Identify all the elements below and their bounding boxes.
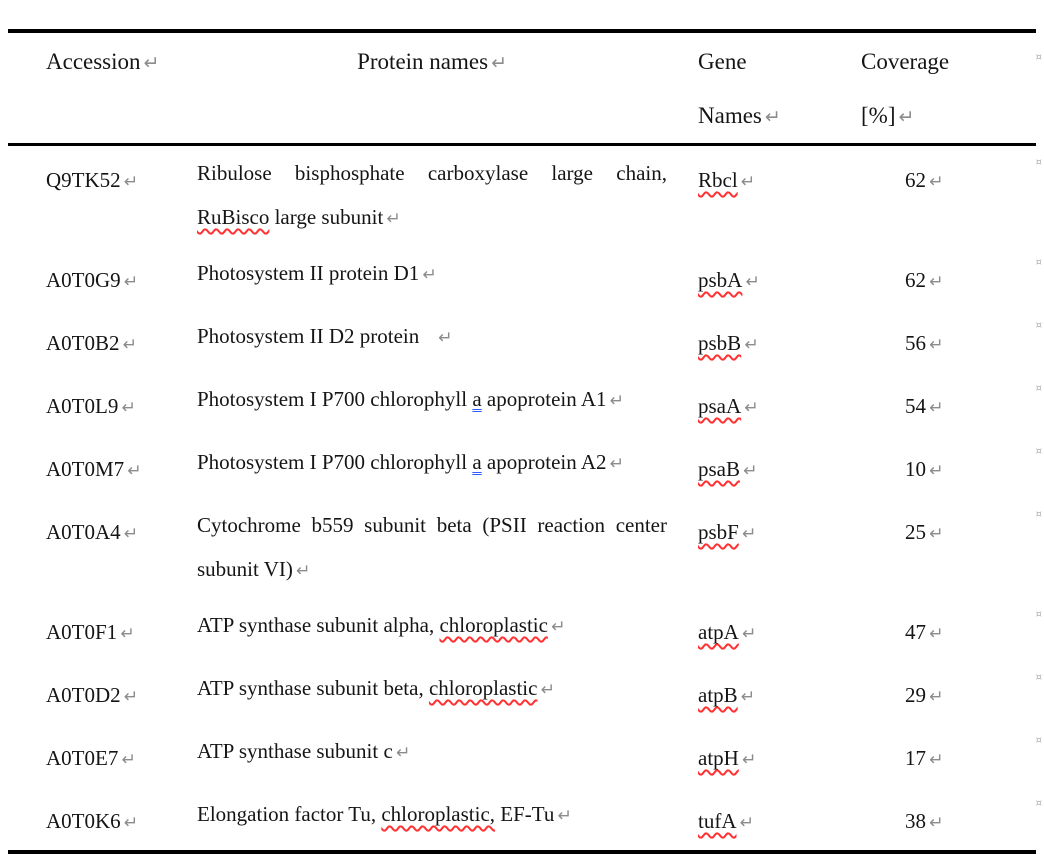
gene-name-value: tufA: [698, 809, 737, 833]
coverage-cell: [838, 314, 1018, 367]
gene-name-value: psbA: [698, 268, 743, 292]
protein-segment: Cytochrome b559 subunit beta (PSII reaction center subunit VI): [197, 513, 667, 581]
gene-name-cell: [675, 666, 838, 719]
coverage-value: 62: [905, 268, 926, 292]
coverage-cell: [838, 440, 1018, 493]
line-break-mark: ↵: [123, 172, 139, 192]
gene-name-value: atpA: [698, 620, 739, 644]
accession-cell: [8, 603, 197, 656]
line-break-mark: ↵: [123, 813, 139, 833]
gene-name-value: psbB: [698, 331, 742, 355]
line-break-mark: ↵: [422, 265, 437, 285]
row-end-mark: ¤: [1035, 509, 1042, 520]
line-break-mark: ↵: [741, 624, 757, 644]
accession-cell: [8, 440, 197, 493]
accession-value: A0T0K6: [46, 809, 121, 833]
row-end-mark: ¤: [1035, 735, 1042, 746]
line-break-mark: ↵: [744, 335, 759, 355]
accession-value: A0T0L9: [46, 394, 119, 418]
table-row: [8, 146, 1042, 246]
gene-name-cell: [675, 151, 838, 241]
table-row: [8, 724, 1042, 787]
line-break-mark: ↵: [744, 398, 759, 418]
coverage-value: 10: [905, 457, 926, 481]
gene-name-cell: [675, 792, 838, 845]
protein-name-cell: [197, 440, 675, 493]
protein-segment: large subunit: [269, 205, 384, 229]
header-gene-line2: Names: [698, 103, 762, 128]
protein-segment: ATP synthase subunit alpha,: [197, 613, 440, 637]
accession-cell: [8, 251, 197, 304]
header-gene-names: [675, 35, 838, 143]
coverage-cell: [838, 377, 1018, 430]
header-protein-names: [197, 35, 675, 143]
protein-name-text: [197, 450, 606, 474]
coverage-cell: [838, 666, 1018, 719]
table-bottom-border: [8, 850, 1036, 854]
protein-segment: Ribulose bisphosphate carboxylase large chain,: [197, 161, 667, 185]
line-break-mark: ↵: [127, 461, 142, 481]
line-break-mark: ↵: [929, 335, 944, 355]
protein-segment: apoprotein A1: [481, 387, 607, 411]
header-gene-line1: Gene: [698, 49, 747, 74]
coverage-value: 62: [905, 168, 926, 192]
header-accession: [8, 35, 197, 143]
row-end-mark: ¤: [1035, 672, 1042, 683]
line-break-mark: ↵: [764, 106, 781, 128]
line-break-mark: ↵: [120, 624, 135, 644]
table-body: [8, 146, 1042, 850]
protein-name-cell: [197, 729, 675, 782]
gene-name-value: Rbcl: [698, 168, 738, 192]
line-break-mark: ↵: [745, 272, 760, 292]
line-break-mark: ↵: [123, 687, 139, 707]
row-end-mark: ¤: [1035, 157, 1042, 168]
line-break-mark: ↵: [121, 750, 136, 770]
protein-segment: Photosystem I P700 chlorophyll: [197, 450, 473, 474]
protein-segment: Elongation factor Tu,: [197, 802, 382, 826]
accession-cell: [8, 792, 197, 845]
gene-name-value: psaB: [698, 457, 740, 481]
protein-name-cell: [197, 377, 675, 430]
protein-name-text: [197, 387, 606, 411]
line-break-mark: ↵: [395, 743, 411, 763]
protein-segment: chloroplastic: [428, 676, 538, 700]
row-end-mark: ¤: [1035, 383, 1042, 394]
accession-cell: [8, 151, 197, 241]
line-break-mark: ↵: [929, 750, 944, 770]
protein-name-text: [197, 802, 554, 826]
coverage-value: 38: [905, 809, 926, 833]
protein-name-cell: [197, 151, 675, 241]
protein-name-text: [197, 676, 537, 700]
protein-segment: chloroplastic,: [381, 802, 496, 826]
coverage-cell: [838, 792, 1018, 845]
line-break-mark: ↵: [739, 813, 754, 833]
coverage-cell: [838, 729, 1018, 782]
protein-name-text: [197, 261, 419, 285]
table-row: [8, 787, 1042, 850]
accession-cell: [8, 729, 197, 782]
accession-value: A0T0D2: [46, 683, 121, 707]
gene-name-cell: [675, 440, 838, 493]
line-break-mark: ↵: [122, 335, 137, 355]
accession-value: A0T0M7: [46, 457, 125, 481]
line-break-mark: ↵: [929, 624, 944, 644]
gene-name-value: atpB: [698, 683, 738, 707]
protein-name-cell: [197, 792, 675, 845]
row-end-mark: ¤: [1035, 609, 1042, 620]
row-end-mark: ¤: [1035, 798, 1042, 809]
accession-value: A0T0G9: [46, 268, 121, 292]
line-break-mark: ↵: [929, 524, 944, 544]
line-break-mark: ↵: [557, 806, 572, 826]
line-break-mark: ↵: [437, 328, 453, 348]
line-break-mark: ↵: [609, 454, 624, 474]
protein-segment: RuBisco: [197, 205, 270, 229]
line-break-mark: ↵: [929, 687, 944, 707]
header-protein-names-label: Protein names: [357, 49, 489, 74]
coverage-value: 56: [905, 331, 926, 355]
protein-segment: apoprotein A2: [481, 450, 607, 474]
coverage-cell: [838, 151, 1018, 241]
protein-segment: a: [472, 450, 482, 474]
gene-name-cell: [675, 603, 838, 656]
line-break-mark: ↵: [491, 52, 507, 74]
accession-cell: [8, 503, 197, 593]
protein-name-cell: [197, 251, 675, 304]
gene-name-cell: [675, 503, 838, 593]
table-header-row: [8, 33, 1042, 143]
line-break-mark: ↵: [929, 461, 944, 481]
coverage-cell: [838, 603, 1018, 656]
line-break-mark: ↵: [386, 209, 401, 229]
accession-value: A0T0F1: [46, 620, 118, 644]
gene-name-cell: [675, 314, 838, 367]
line-break-mark: ↵: [741, 750, 757, 770]
coverage-cell: [838, 503, 1018, 593]
protein-name-cell: [197, 666, 675, 719]
accession-value: A0T0A4: [46, 520, 121, 544]
accession-cell: [8, 314, 197, 367]
coverage-cell: [838, 251, 1018, 304]
protein-name-cell: [197, 314, 675, 367]
line-break-mark: ↵: [929, 172, 944, 192]
coverage-value: 47: [905, 620, 926, 644]
row-end-mark: ¤: [1035, 257, 1042, 268]
header-coverage-line2: [%]: [861, 103, 896, 128]
accession-cell: [8, 666, 197, 719]
line-break-mark: ↵: [929, 398, 944, 418]
line-break-mark: ↵: [295, 561, 311, 581]
protein-segment: ATP synthase subunit beta,: [197, 676, 429, 700]
protein-name-text: [197, 739, 393, 763]
coverage-value: 54: [905, 394, 926, 418]
protein-segment: EF-Tu: [495, 802, 555, 826]
header-coverage-line1: Coverage: [861, 49, 950, 74]
table-row: [8, 661, 1042, 724]
accession-cell: [8, 377, 197, 430]
gene-name-cell: [675, 377, 838, 430]
table-row: [8, 498, 1042, 598]
accession-value: A0T0B2: [46, 331, 120, 355]
coverage-value: 25: [905, 520, 926, 544]
line-break-mark: ↵: [123, 524, 139, 544]
row-end-mark: ¤: [1035, 446, 1042, 457]
protein-name-text: [197, 161, 667, 229]
line-break-mark: ↵: [898, 106, 915, 128]
table-row: [8, 246, 1042, 309]
accession-value: Q9TK52: [46, 168, 121, 192]
line-break-mark: ↵: [740, 687, 756, 707]
row-end-mark: ¤: [1035, 52, 1042, 63]
table-row: [8, 598, 1042, 661]
gene-name-value: psaA: [698, 394, 742, 418]
line-break-mark: ↵: [540, 680, 555, 700]
line-break-mark: ↵: [740, 172, 756, 192]
row-end-mark: ¤: [1035, 320, 1042, 331]
gene-name-cell: [675, 729, 838, 782]
protein-name-cell: [197, 503, 675, 593]
protein-table: [8, 29, 1042, 854]
line-break-mark: ↵: [121, 398, 136, 418]
protein-segment: Photosystem II D2 protein: [197, 324, 435, 348]
gene-name-value: atpH: [698, 746, 739, 770]
protein-name-cell: [197, 603, 675, 656]
line-break-mark: ↵: [741, 524, 757, 544]
table-row: [8, 309, 1042, 372]
table-row: [8, 372, 1042, 435]
header-accession-label: Accession: [46, 49, 141, 74]
protein-segment: a: [472, 387, 482, 411]
protein-name-text: [197, 613, 548, 637]
header-coverage: [838, 35, 1018, 143]
coverage-value: 29: [905, 683, 926, 707]
table-row: [8, 435, 1042, 498]
line-break-mark: ↵: [609, 391, 624, 411]
protein-name-text: [197, 513, 667, 581]
protein-segment: Photosystem II protein D1: [197, 261, 420, 285]
line-break-mark: ↵: [929, 813, 944, 833]
coverage-value: 17: [905, 746, 926, 770]
line-break-mark: ↵: [123, 272, 139, 292]
protein-name-text: [197, 324, 435, 348]
line-break-mark: ↵: [743, 461, 758, 481]
protein-segment: Photosystem I P700 chlorophyll: [197, 387, 473, 411]
line-break-mark: ↵: [143, 52, 160, 74]
line-break-mark: ↵: [929, 272, 944, 292]
gene-name-cell: [675, 251, 838, 304]
line-break-mark: ↵: [550, 617, 566, 637]
gene-name-value: psbF: [698, 520, 739, 544]
protein-segment: chloroplastic: [439, 613, 548, 637]
protein-segment: ATP synthase subunit c: [197, 739, 393, 763]
accession-value: A0T0E7: [46, 746, 119, 770]
